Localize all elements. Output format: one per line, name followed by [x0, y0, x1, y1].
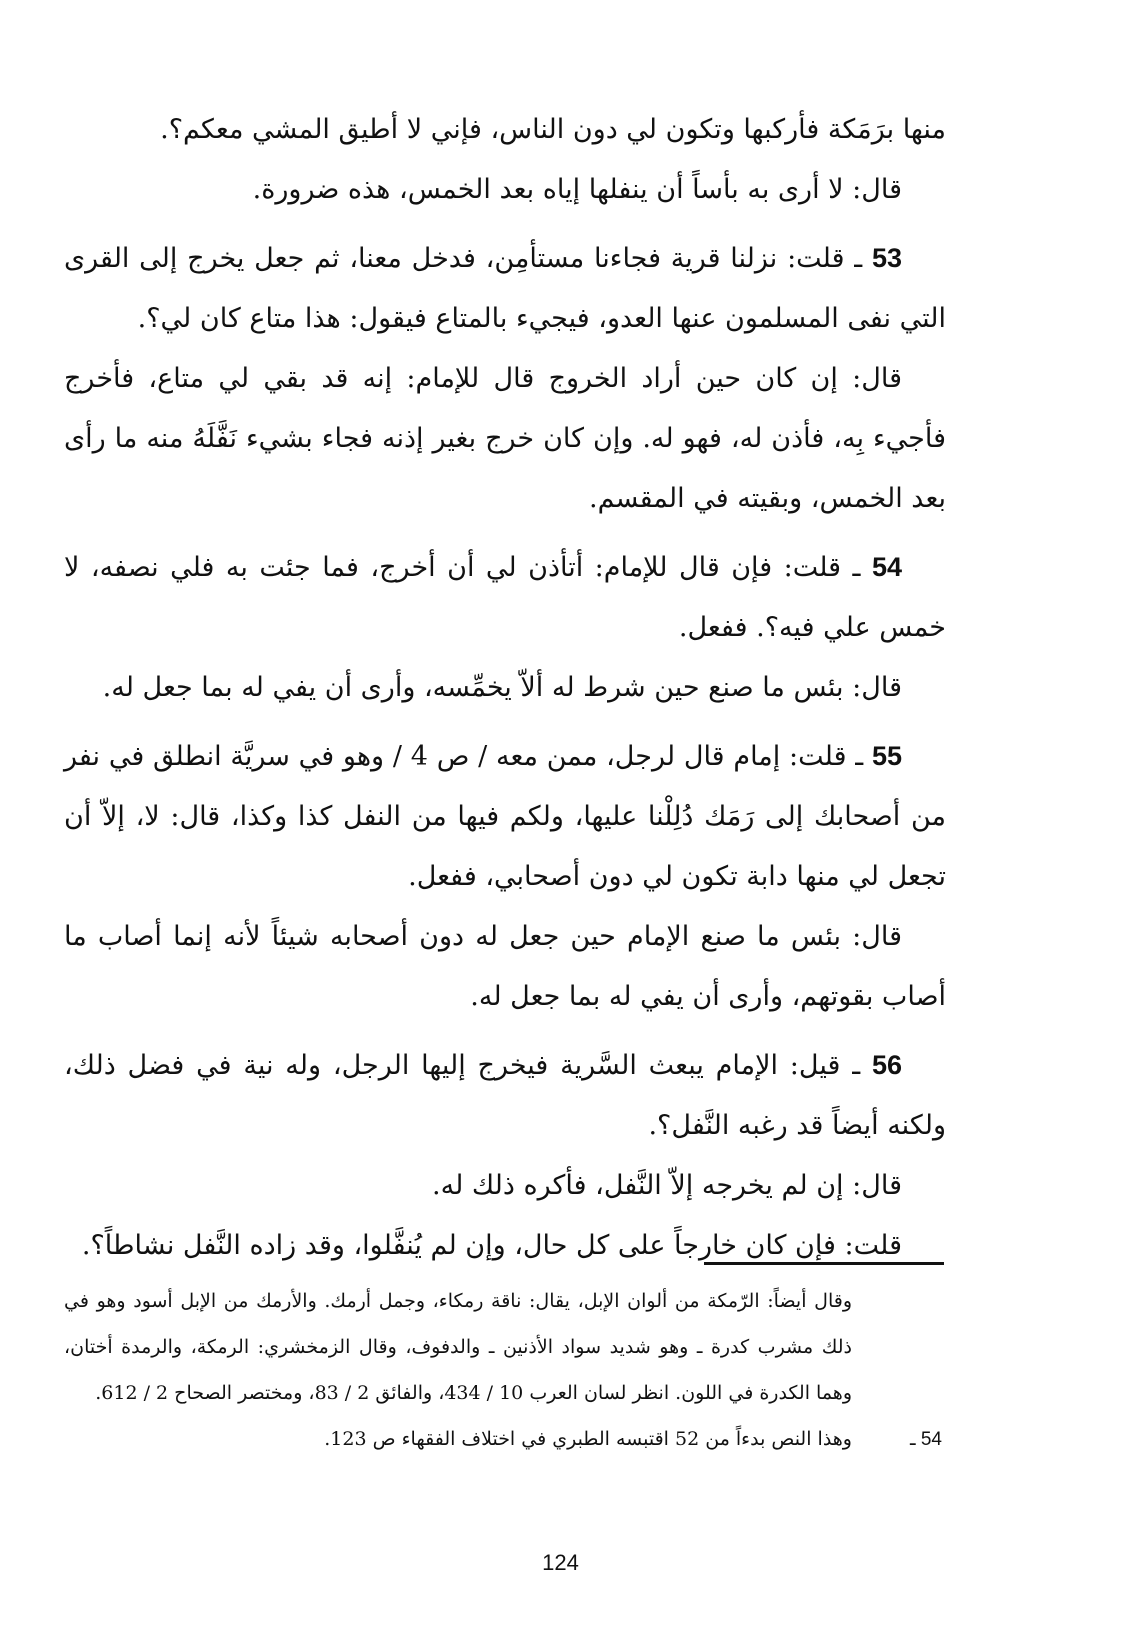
paragraph-number: 53: [871, 243, 902, 273]
answer-paragraph: [64, 1156, 946, 1216]
paragraph-text: قلت: فإن كان خارجاً على كل حال، وإن لم يُنفَّلوا، وقد زاده النَّفل نشاطاً؟.: [81, 1230, 902, 1261]
paragraph-text: قال: بئس ما صنع الإمام حين جعل له دون أصحابه شيئاً لأنه إنما أصاب ما أصاب بقوتهم، وأرى أن يفي له بما جعل له.: [64, 921, 946, 1012]
paragraph-number: 55: [871, 741, 902, 771]
paragraph-continuation: [64, 100, 946, 160]
paragraph-text: منها برَمَكة فأركبها وتكون لي دون الناس، فإني لا أطيق المشي معكم؟.: [160, 114, 946, 145]
answer-paragraph: [64, 349, 946, 529]
footnote-54: [64, 1416, 942, 1463]
answer-paragraph: [64, 907, 946, 1027]
paragraph-text: قال: لا أرى به بأساً أن ينفلها إياه بعد الخمس، هذه ضرورة.: [252, 174, 902, 205]
footnote-label: 54 ـ: [910, 1429, 942, 1450]
footnotes: [64, 1278, 942, 1463]
footnote-continuation: [64, 1278, 942, 1416]
paragraph-number: 54: [871, 552, 902, 582]
numbered-paragraph-56: [64, 1035, 946, 1156]
paragraph-number: 56: [871, 1050, 902, 1080]
paragraph-text: ـ قلت: نزلنا قرية فجاءنا مستأمِن، فدخل معنا، ثم جعل يخرج إلى القرى التي نفى المسلمون عنها العدو، فيجيء بالمتاع فيقول: هذا متاع كان لي؟.: [64, 243, 946, 334]
question-paragraph: [64, 1216, 946, 1276]
answer-paragraph: [64, 658, 946, 718]
footnote-divider: [704, 1262, 944, 1265]
paragraph-text: قال: إن كان حين أراد الخروج قال للإمام: إنه قد بقي لي متاع، فأخرج فأجيء بِه، فأذن له، فهو له. وإن كان خرج بغير إذنه فجاء بشيء نَفَّلَهُ منه ما رأى بعد الخمس، وبقيته في المقسم.: [64, 363, 946, 514]
paragraph-text: ـ قلت: فإن قال للإمام: أتأذن لي أن أخرج، فما جئت به فلي نصفه، لا خمس علي فيه؟. ففعل.: [64, 552, 946, 643]
main-text: [64, 100, 946, 1276]
footnote-text: وهذا النص بدءاً من 52 اقتبسه الطبري في اختلاف الفقهاء ص 123.: [324, 1428, 852, 1450]
paragraph-text: ـ قيل: الإمام يبعث السَّرية فيخرج إليها الرجل، وله نية في فضل ذلك، ولكنه أيضاً قد رغبه النَّفل؟.: [64, 1050, 946, 1141]
numbered-paragraph-53: [64, 228, 946, 349]
paragraph-text: قال: إن لم يخرجه إلاّ النَّفل، فأكره ذلك له.: [432, 1170, 902, 1201]
paragraph-text: ـ قلت: إمام قال لرجل، ممن معه / ص 4 / وهو في سريَّة انطلق في نفر من أصحابك إلى رَمَك دُلِلْنا عليها، ولكم فيها من النفل كذا وكذا، قال: لا، إلاّ أن تجعل لي منها دابة تكون لي دون أصحابي، ففعل.: [64, 741, 946, 892]
page-number: 124: [542, 1550, 579, 1575]
answer-paragraph: [64, 160, 946, 220]
numbered-paragraph-55: [64, 726, 946, 907]
footnote-text: وقال أيضاً: الرّمكة من ألوان الإبل، يقال: ناقة رمكاء، وجمل أرمك. والأرمك من الإبل أسود وهو في ذلك مشرب كدرة ـ وهو شديد سواد الأذنين ـ والدفوف، وقال الزمخشري: الرمكة، والرمدة أختان، وهما الكدرة في اللون. انظر لسان العرب 10 / 434، والفائق 2 / 83، ومختصر الصحاح 2 / 612.: [64, 1290, 852, 1404]
paragraph-text: قال: بئس ما صنع حين شرط له ألاّ يخمِّسه، وأرى أن يفي له بما جعل له.: [102, 672, 902, 703]
numbered-paragraph-54: [64, 537, 946, 658]
